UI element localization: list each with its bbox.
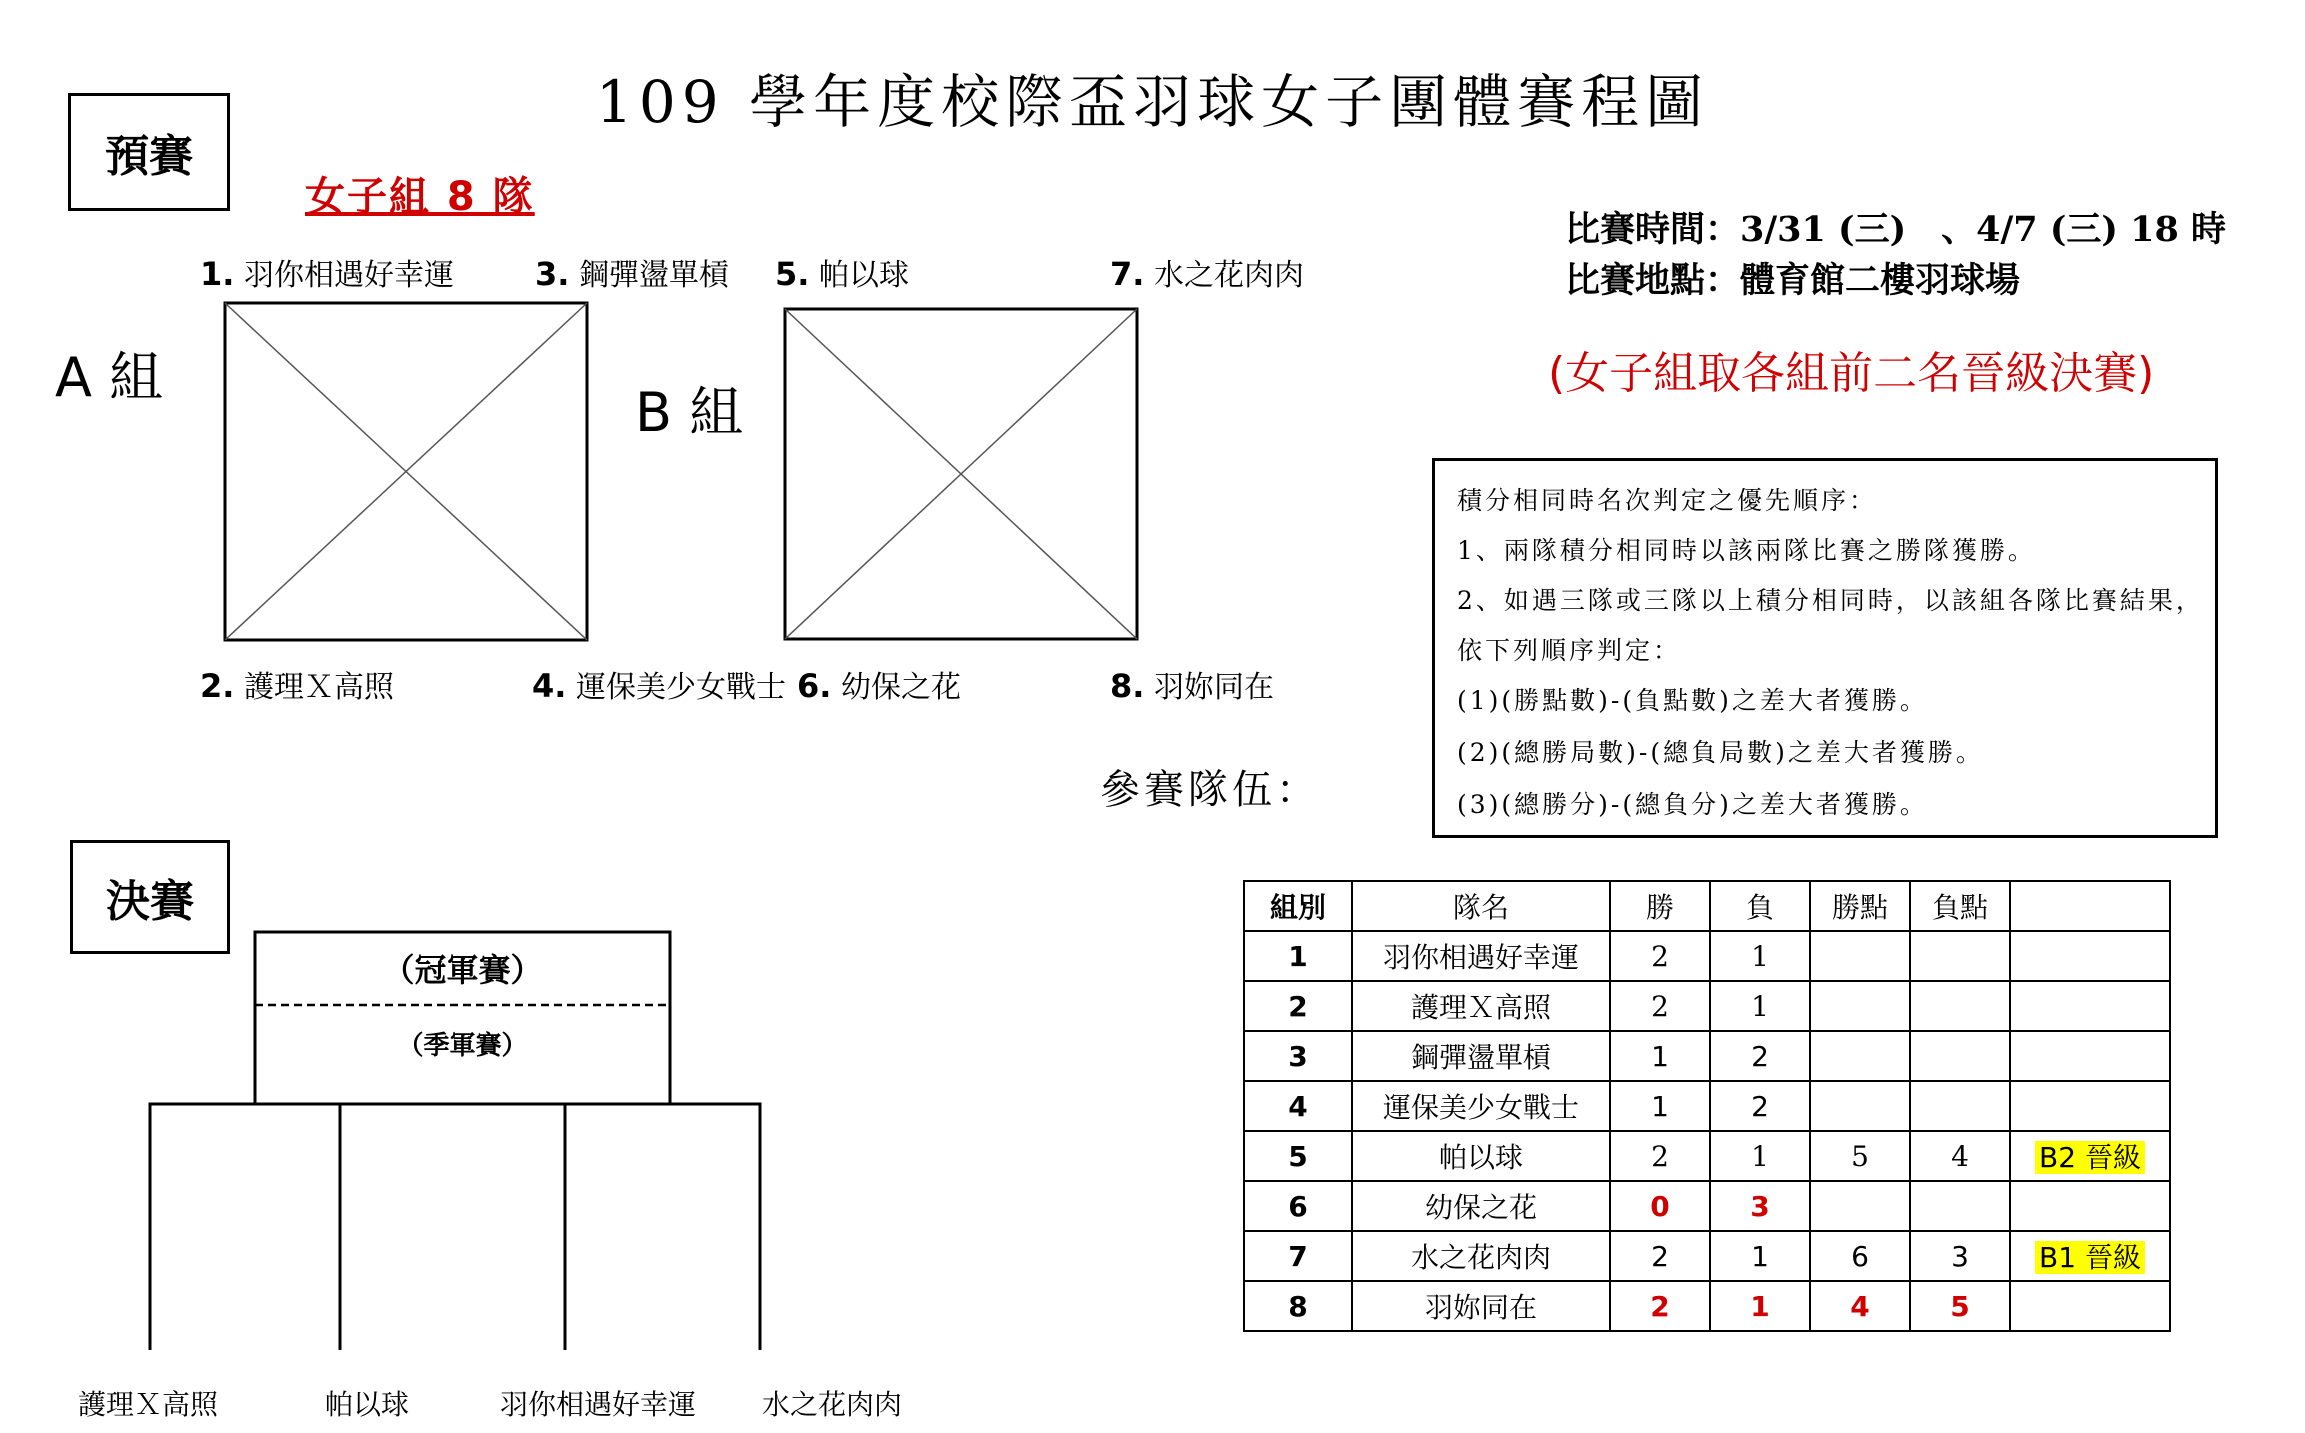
cell-loss-pts [1910, 1031, 2010, 1081]
cell-loss-pts [1910, 1081, 2010, 1131]
table-row [1244, 1031, 2170, 1081]
cell-note [2010, 981, 2170, 1031]
team-b6: 6. 幼保之花 [797, 667, 961, 705]
group-a-diagram [222, 300, 592, 645]
cell-group: 4 [1244, 1081, 1352, 1131]
tiebreak-line: (3)(總勝分)-(總負分)之差大者獲勝。 [1457, 790, 1928, 819]
cell-group: 3 [1244, 1031, 1352, 1081]
table-row [1244, 1181, 2170, 1231]
cell-team: 羽妳同在 [1352, 1281, 1610, 1331]
cell-team: 運保美少女戰士 [1352, 1081, 1610, 1131]
cell-loss-pts: 5 [1910, 1281, 2010, 1331]
group-b-label: B 組 [635, 381, 744, 444]
col-header: 隊名 [1352, 881, 1610, 931]
cell-note [2010, 1081, 2170, 1131]
cell-note [2010, 1281, 2170, 1331]
cell-group: 6 [1244, 1181, 1352, 1231]
cell-win-pts [1810, 1031, 1910, 1081]
results-table [1243, 880, 2171, 1332]
tiebreak-rules [1432, 458, 2218, 838]
cell-loss-pts [1910, 981, 2010, 1031]
tiebreak-line: 1、兩隊積分相同時以該兩隊比賽之勝隊獲勝。 [1457, 536, 2036, 565]
team-b8: 8. 羽妳同在 [1110, 667, 1274, 705]
col-header: 勝點 [1810, 881, 1910, 931]
cell-team: 帕以球 [1352, 1131, 1610, 1181]
cell-team: 水之花肉肉 [1352, 1231, 1610, 1281]
cell-loss: 1 [1710, 1231, 1810, 1281]
final-team: 水之花肉肉 [762, 1388, 903, 1421]
cell-loss: 1 [1710, 1281, 1810, 1331]
cell-group: 8 [1244, 1281, 1352, 1331]
cell-note [2010, 931, 2170, 981]
final-team: 帕以球 [325, 1388, 410, 1421]
champion-label: （冠軍賽） [382, 951, 543, 989]
cell-win: 0 [1610, 1181, 1710, 1231]
advance-note: (女子組取各組前二名晉級決賽) [1548, 348, 2155, 399]
cell-group: 2 [1244, 981, 1352, 1031]
cell-loss-pts: 4 [1910, 1131, 2010, 1181]
cell-note [2010, 1131, 2170, 1181]
tiebreak-line: (1)(勝點數)-(負點數)之差大者獲勝。 [1457, 686, 1928, 715]
cell-note [2010, 1231, 2170, 1281]
group-b-diagram [782, 306, 1142, 644]
table-row [1244, 981, 2170, 1031]
team-b7: 7. 水之花肉肉 [1110, 255, 1304, 293]
cell-win-pts [1810, 981, 1910, 1031]
col-header: 組別 [1244, 881, 1352, 931]
cell-win: 2 [1610, 1131, 1710, 1181]
cell-loss: 1 [1710, 931, 1810, 981]
col-header: 勝 [1610, 881, 1710, 931]
cell-win-pts: 4 [1810, 1281, 1910, 1331]
cell-note [2010, 1031, 2170, 1081]
group-a-label: A 組 [55, 346, 164, 409]
division-title: 女子組 8 隊 [305, 174, 535, 220]
finals-label: 決賽 [70, 840, 230, 954]
cell-loss-pts [1910, 1181, 2010, 1231]
cell-win-pts [1810, 1181, 1910, 1231]
cell-note [2010, 1181, 2170, 1231]
schedule-time: 比賽時間：3/31 (三) 、4/7 (三) 18 時 [1565, 209, 2227, 250]
cell-group: 7 [1244, 1231, 1352, 1281]
cell-loss: 1 [1710, 1131, 1810, 1181]
cell-win: 2 [1610, 1281, 1710, 1331]
table-row [1244, 1281, 2170, 1331]
cell-win: 1 [1610, 1031, 1710, 1081]
cell-win-pts: 5 [1810, 1131, 1910, 1181]
cell-team: 鋼彈盪單槓 [1352, 1031, 1610, 1081]
tiebreak-line: 2、如遇三隊或三隊以上積分相同時，以該組各隊比賽結果， [1457, 586, 2204, 615]
table-row [1244, 1081, 2170, 1131]
cell-loss-pts: 3 [1910, 1231, 2010, 1281]
cell-win: 2 [1610, 981, 1710, 1031]
table-header-row [1244, 881, 2170, 931]
tiebreak-line: 依下列順序判定： [1457, 636, 1682, 665]
cell-win: 2 [1610, 931, 1710, 981]
cell-group: 1 [1244, 931, 1352, 981]
team-a2: 2. 護理Ｘ高照 [200, 667, 394, 705]
team-a1: 1. 羽你相遇好幸運 [200, 255, 454, 293]
final-team: 羽你相遇好幸運 [500, 1388, 697, 1421]
prelim-label: 預賽 [68, 93, 230, 211]
team-a3: 3. 鋼彈盪單槓 [535, 255, 729, 293]
advance-badge: B1 晉級 [2035, 1241, 2145, 1274]
cell-loss: 1 [1710, 981, 1810, 1031]
cell-loss: 2 [1710, 1081, 1810, 1131]
table-row [1244, 1131, 2170, 1181]
cell-group: 5 [1244, 1131, 1352, 1181]
tiebreak-line: (2)(總勝局數)-(總負局數)之差大者獲勝。 [1457, 738, 1984, 767]
cell-loss-pts [1910, 931, 2010, 981]
cell-team: 羽你相遇好幸運 [1352, 931, 1610, 981]
cell-win: 2 [1610, 1231, 1710, 1281]
page-title: 109 學年度校際盃羽球女子團體賽程圖 [595, 68, 1710, 136]
cell-team: 幼保之花 [1352, 1181, 1610, 1231]
third-place-label: （季軍賽） [397, 1031, 528, 1061]
final-team: 護理Ｘ高照 [78, 1388, 219, 1421]
schedule-place: 比賽地點：體育館二樓羽球場 [1565, 260, 2021, 301]
team-a4: 4. 運保美少女戰士 [532, 667, 786, 705]
table-row [1244, 931, 2170, 981]
cell-team: 護理Ｘ高照 [1352, 981, 1610, 1031]
table-row [1244, 1231, 2170, 1281]
team-b5: 5. 帕以球 [775, 255, 909, 293]
cell-win: 1 [1610, 1081, 1710, 1131]
participants-label: 參賽隊伍： [1100, 767, 1320, 813]
cell-win-pts: 6 [1810, 1231, 1910, 1281]
cell-loss: 3 [1710, 1181, 1810, 1231]
col-header [2010, 881, 2170, 931]
advance-badge: B2 晉級 [2035, 1141, 2145, 1174]
cell-win-pts [1810, 1081, 1910, 1131]
col-header: 負點 [1910, 881, 2010, 931]
tiebreak-heading: 積分相同時名次判定之優先順序： [1457, 486, 1878, 515]
cell-win-pts [1810, 931, 1910, 981]
cell-loss: 2 [1710, 1031, 1810, 1081]
col-header: 負 [1710, 881, 1810, 931]
